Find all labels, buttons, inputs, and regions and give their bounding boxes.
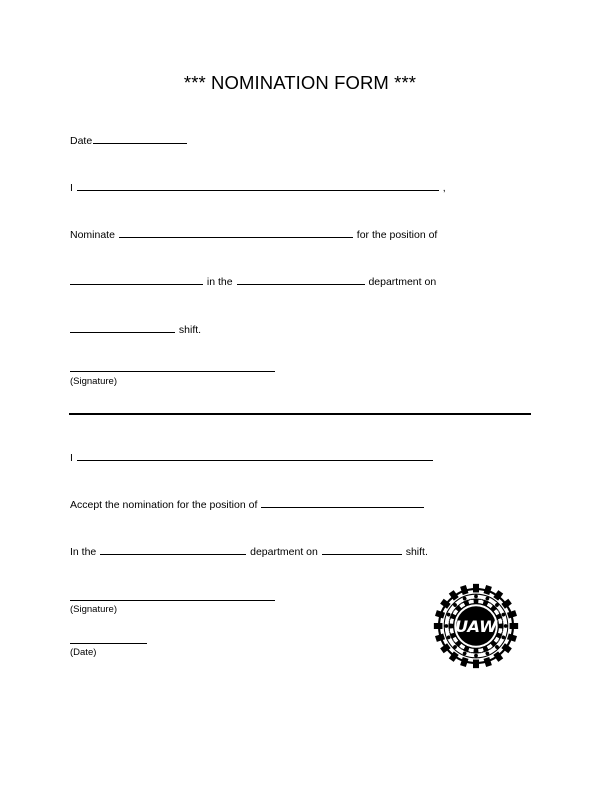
acceptance-date-label: (Date) xyxy=(70,647,97,658)
shift-field[interactable] xyxy=(70,322,175,333)
nominator-row xyxy=(70,180,446,194)
date-row xyxy=(70,133,188,147)
shift-label: shift. xyxy=(178,324,202,336)
nominator-comma: , xyxy=(442,182,446,194)
date-field[interactable] xyxy=(93,133,187,144)
acceptor-i-label: I xyxy=(70,452,73,464)
nominator-name-field[interactable] xyxy=(77,180,439,191)
accept-row xyxy=(70,497,425,511)
uaw-logo-text: UAW xyxy=(454,617,498,637)
nominate-row xyxy=(70,227,437,241)
acceptor-signature-label: (Signature) xyxy=(70,604,117,615)
nominator-signature-line[interactable] xyxy=(70,371,275,372)
nominator-i-label: I xyxy=(70,182,73,194)
acceptor-name-field[interactable] xyxy=(77,450,433,461)
accept-shift-field[interactable] xyxy=(322,544,402,555)
accept-in-the-label: In the xyxy=(70,546,97,558)
in-the-label: in the xyxy=(206,276,233,288)
accept-department-field[interactable] xyxy=(100,544,246,555)
accept-department-on-label: department on xyxy=(250,546,318,558)
nominee-name-field[interactable] xyxy=(119,227,353,238)
accept-department-row xyxy=(70,544,428,558)
uaw-logo-icon xyxy=(433,583,519,669)
accept-shift-label: shift. xyxy=(405,546,428,558)
position-field[interactable] xyxy=(70,274,203,285)
position-of-label: for the position of xyxy=(356,229,438,241)
department-field[interactable] xyxy=(237,274,365,285)
shift-row xyxy=(70,322,201,336)
acceptor-signature-line[interactable] xyxy=(70,600,275,601)
accept-position-field[interactable] xyxy=(261,497,424,508)
acceptor-row xyxy=(70,450,434,464)
accept-label: Accept the nomination for the position of xyxy=(70,499,258,511)
section-divider xyxy=(69,413,531,415)
department-on-label: department on xyxy=(368,276,437,288)
position-department-row xyxy=(70,274,436,288)
acceptance-date-line[interactable] xyxy=(70,643,147,644)
nominator-signature-label: (Signature) xyxy=(70,376,117,387)
nominate-label: Nominate xyxy=(70,229,115,241)
date-label: Date xyxy=(70,135,93,147)
form-title: *** NOMINATION FORM *** xyxy=(183,72,417,93)
